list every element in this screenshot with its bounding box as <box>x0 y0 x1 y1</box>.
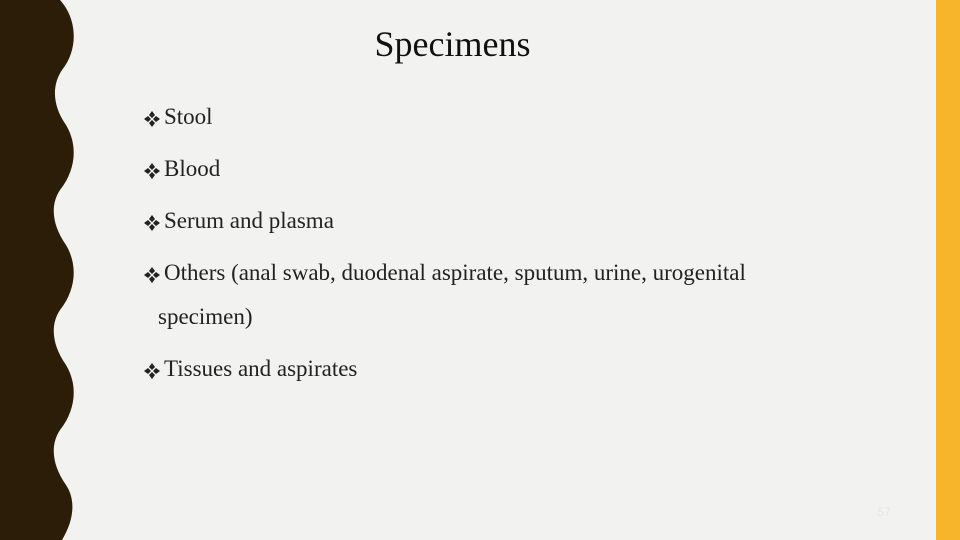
list-item <box>143 102 863 132</box>
bullet-text: Stool <box>164 104 213 129</box>
bullet-text: Tissues and aspirates <box>164 356 358 381</box>
diamond-bullet-icon <box>143 214 161 232</box>
slide-number: 57 <box>877 505 891 519</box>
diamond-bullet-icon <box>143 110 161 128</box>
bullet-text: Serum and plasma <box>164 208 334 233</box>
bullet-list <box>143 102 863 384</box>
diamond-bullet-icon <box>143 266 161 284</box>
list-item <box>143 154 863 184</box>
bullet-text: Blood <box>164 156 221 181</box>
bullet-text: Others (anal swab, duodenal aspirate, sputum, urine, urogenital <box>164 260 746 285</box>
accent-bar <box>936 0 960 540</box>
diamond-bullet-icon <box>143 362 161 380</box>
list-item <box>143 354 863 384</box>
bullet-text-continuation: specimen) <box>158 304 253 329</box>
list-item <box>143 258 863 332</box>
diamond-bullet-icon <box>143 162 161 180</box>
list-item <box>143 206 863 236</box>
slide-title: Specimens <box>374 24 531 64</box>
wavy-left-border <box>0 0 80 540</box>
